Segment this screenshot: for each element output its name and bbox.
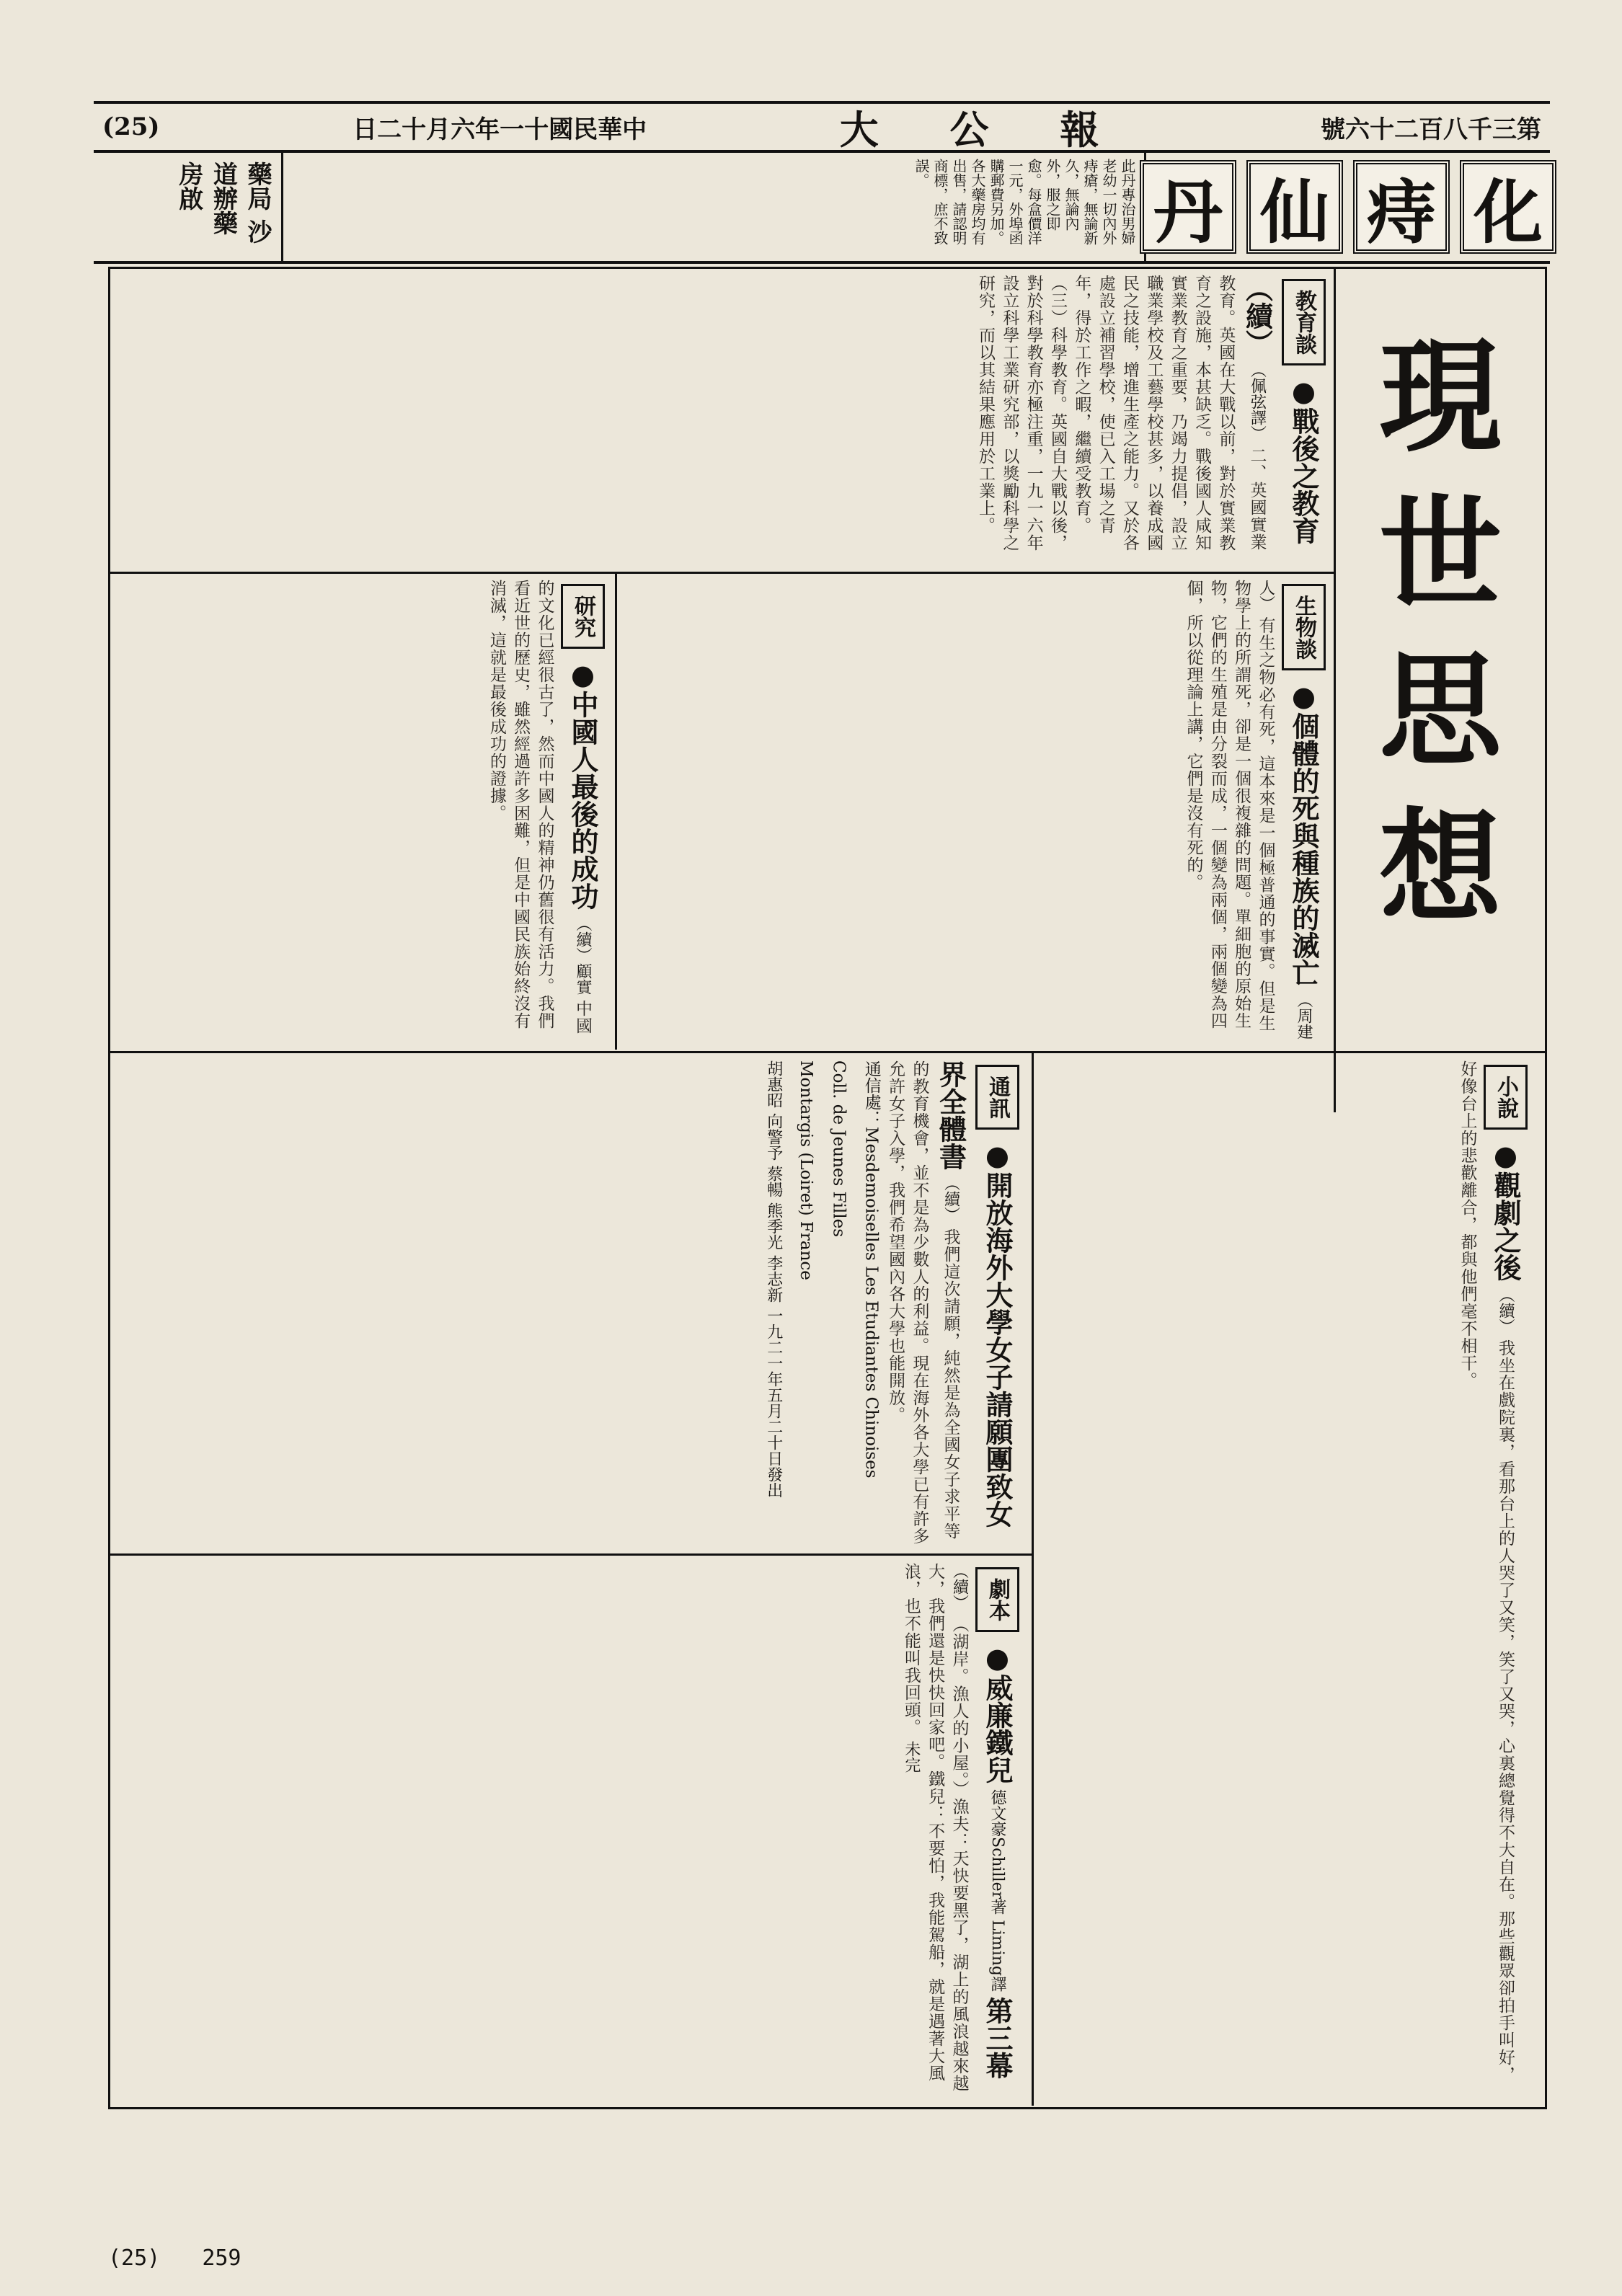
education-author: （佩弦譯） bbox=[1248, 362, 1267, 442]
novel-label: 小說 bbox=[1484, 1065, 1528, 1130]
title-char: 思 bbox=[1378, 639, 1502, 784]
novel-author: （續） bbox=[1497, 1286, 1515, 1334]
biology-author: （周建人） bbox=[1257, 580, 1313, 1040]
masthead-issue: 號六十二百八千三第 bbox=[1320, 115, 1541, 144]
research-section bbox=[110, 574, 615, 1050]
brand-logo bbox=[1140, 160, 1556, 254]
contact-line: 通信處：Mesdemoiselles Les Etudiantes Chinoises bbox=[861, 1060, 881, 1479]
footer-page-mark: (25) bbox=[108, 2246, 161, 2271]
news-headline: ●開放海外大學女子請願團致女界全體書 bbox=[934, 1060, 1014, 1528]
brand-char-4: 化 bbox=[1460, 160, 1556, 254]
brand-char-2: 仙 bbox=[1246, 160, 1343, 254]
divider bbox=[110, 1051, 1545, 1053]
contact-line: Coll. de Jeunes Filles bbox=[829, 1060, 848, 1238]
drama-byline: 德文豪Schiller著 Liming譯 bbox=[988, 1789, 1006, 1992]
contact-line: Montargis (Loiret) France bbox=[797, 1060, 816, 1280]
masthead bbox=[94, 101, 1550, 153]
news-section bbox=[110, 1055, 1029, 1552]
ad-brand-block bbox=[1146, 153, 1550, 261]
biology-headline: ●個體的死與種族的滅亡 bbox=[1288, 680, 1320, 987]
masthead-paper-name: 大 公 報 bbox=[839, 106, 1128, 153]
divider bbox=[110, 1553, 1032, 1556]
footer-page-number: 259 bbox=[202, 2246, 241, 2271]
news-text: 我們這次請願，純然是為全國女子求平等的教育機會，並不是為少數人的利益。現在海外各大學已有許多允許女子入學，我們希望國內各大學也能開放。 bbox=[886, 1060, 960, 1545]
novel-headline: ●觀劇之後 bbox=[1489, 1139, 1522, 1282]
novel-section bbox=[1033, 1055, 1538, 2100]
drama-text: （湖岸。漁人的小屋。）漁夫：天快要黑了，湖上的風浪越來越大，我們還是快快回家吧。鐵兒：不要怕，我能駕船，就是遇著大風浪，也不能叫我回頭。 bbox=[901, 1563, 969, 2092]
education-text: 二、英國實業教育。英國在大戰以前，對於實業教育之設施，本甚缺乏。戰後國人咸知實業教育之重要，乃竭力提倡，設立職業學校及工藝學校甚多，以養成國民之技能，增進生產之能力。又於各處設立補習學校，使已入工場之青年，得於工作之暇，繼續受教育。（三）科學教育。英國自大戰以後，對於科學教育亦極注重，一九一六年設立科學工業研究部，以獎勵科學之研究，而以其結果應用於工業上。 bbox=[975, 275, 1267, 551]
research-text: 中國的文化已經很古了，然而中國人的精神仍舊很有活力。我們看近世的歷史，雖然經過許多困難，但是中國民族始終沒有消滅，這就是最後成功的證據。 bbox=[487, 580, 592, 1034]
content-frame bbox=[108, 267, 1547, 2109]
news-signers: 胡惠昭 向警予 蔡暢 熊季光 李志新 bbox=[764, 1060, 783, 1303]
news-date: 一九二一年五月二十日發出 bbox=[764, 1308, 783, 1499]
advertisement-band bbox=[94, 153, 1550, 264]
divider bbox=[615, 574, 617, 1050]
biology-text: 有生之物必有死，這本來是一個極普通的事實。但是生物學上的所謂死，卻是一個很複雜的問題。單細胞的原始生物，它們的生殖是由分裂而成，一個變為兩個，兩個變為四個，所以從理論上講，它們是沒有死的。 bbox=[1184, 580, 1275, 1032]
ad-pharmacy-name: 藥局 沙道辦藥房啟 bbox=[94, 153, 283, 261]
research-author: （續）顧實 bbox=[574, 915, 592, 995]
brand-char-3: 痔 bbox=[1353, 160, 1450, 254]
masthead-page-mark: (25) bbox=[102, 112, 160, 141]
end-mark: 未完 bbox=[902, 1741, 921, 1773]
section-title bbox=[1334, 269, 1545, 1112]
masthead-date: 日二十月六年一十國民華中 bbox=[353, 115, 647, 144]
education-label: 教育談 bbox=[1282, 279, 1326, 365]
biology-section bbox=[615, 574, 1336, 1050]
news-contact bbox=[794, 1060, 883, 1546]
drama-headline: ●威廉鐵兒 bbox=[981, 1641, 1014, 1784]
ad-body-text: 此丹專治男婦老幼一切內外痔瘡，無論新久，無論內外，服之即愈。每盒價洋一元，外埠函購郵費另加。各大藥房均有出售，請認明商標，庶不致誤。 bbox=[283, 153, 1146, 261]
news-label: 通訊 bbox=[975, 1065, 1020, 1130]
drama-author: （續） bbox=[950, 1563, 969, 1610]
drama-label: 劇本 bbox=[975, 1567, 1020, 1632]
divider bbox=[1032, 1053, 1034, 2106]
novel-text: 我坐在戲院裏，看那台上的人哭了又笑，笑了又哭，心裏總覺得不大自在。那些觀眾卻拍手叫好，好像台上的悲歡離合，都與他們毫不相干。 bbox=[1458, 1060, 1515, 2083]
education-section bbox=[110, 269, 1336, 572]
research-headline: ●中國人最後的成功 bbox=[567, 658, 599, 910]
education-headline: ●戰後之教育（續） bbox=[1241, 275, 1320, 545]
news-author: （續） bbox=[941, 1175, 960, 1223]
brand-char-1: 丹 bbox=[1140, 160, 1236, 254]
title-char: 想 bbox=[1378, 795, 1502, 940]
drama-subtitle: 第三幕 bbox=[981, 1996, 1014, 2079]
drama-section bbox=[110, 1557, 1029, 2098]
page-footer bbox=[108, 2246, 270, 2271]
title-char: 世 bbox=[1378, 482, 1502, 626]
biology-label: 生物談 bbox=[1282, 584, 1326, 670]
title-char: 現 bbox=[1378, 325, 1502, 469]
research-label: 研究 bbox=[561, 584, 606, 649]
